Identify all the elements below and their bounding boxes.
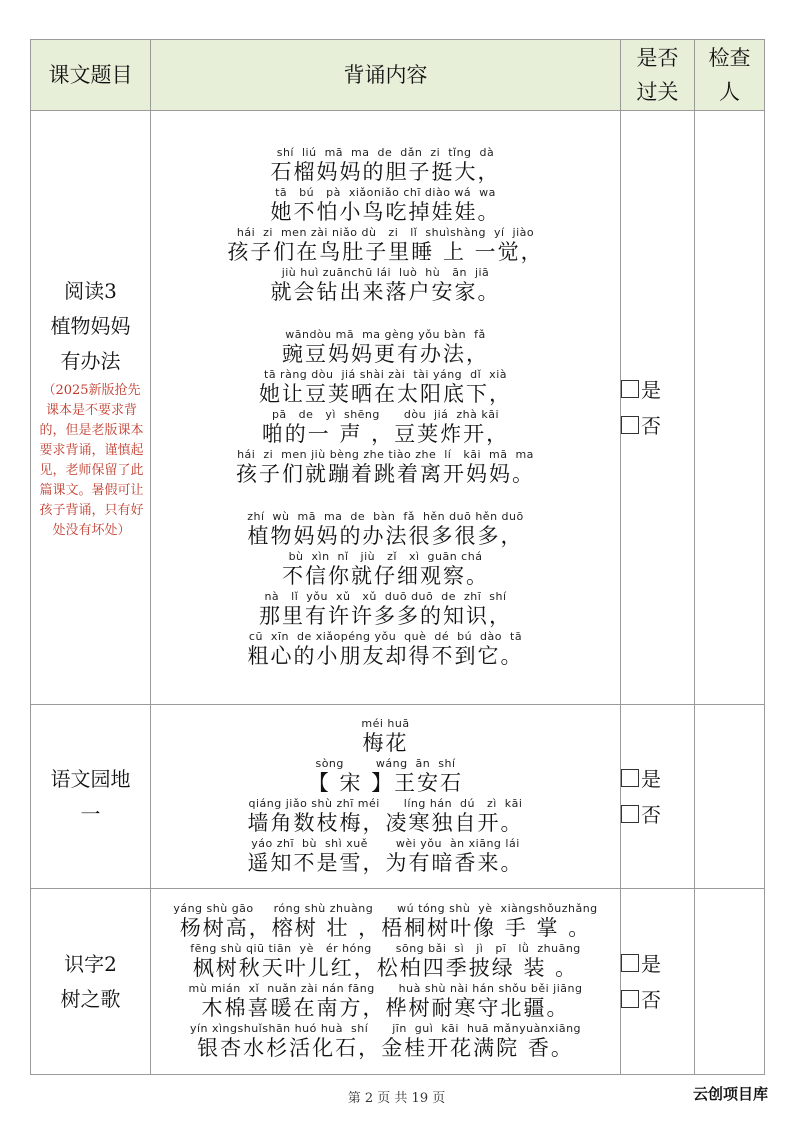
checkbox-icon[interactable] <box>621 769 639 787</box>
hanzi: 豌豆妈妈更有办法， <box>282 341 489 366</box>
pass-yes-option[interactable]: 是 <box>621 946 694 982</box>
verse-line <box>151 630 620 670</box>
verse-line <box>151 982 620 1022</box>
lesson-title <box>31 705 151 889</box>
hanzi: 她不怕小鸟吃掉娃娃。 <box>270 199 501 224</box>
verse-line <box>151 408 620 448</box>
lesson-row <box>31 111 765 705</box>
hanzi: 粗心的小朋友却得不到它。 <box>247 643 524 668</box>
checker-cell[interactable] <box>695 705 765 889</box>
lesson-title-line: 有办法 <box>60 349 121 373</box>
verse-line <box>151 717 620 757</box>
header-recite-content: 背诵内容 <box>151 40 621 111</box>
pinyin: jiù huì zuānchū lái luò hù ān jiā <box>281 265 490 279</box>
pass-no-option[interactable]: 否 <box>621 408 694 444</box>
lesson-note: （2025新版抢先课本是不要求背的，但是老版课本要求背诵，谨慎起见，老师保留了此篇课文。暑假可让孩子背诵，只有好处没有坏处） <box>39 383 144 538</box>
header-row <box>31 40 765 111</box>
pinyin: mù mián xǐ nuǎn zài nán fāng huà shù nài hán shǒu běi jiāng <box>188 981 583 995</box>
verse-line <box>151 942 620 982</box>
verse-line <box>151 266 620 306</box>
pinyin: bù xìn nǐ jiù zǐ xì guān chá <box>288 549 483 563</box>
recite-content <box>151 111 621 705</box>
brand-label: 云创项目库 <box>693 1085 769 1103</box>
hanzi: 梅花 <box>362 730 409 755</box>
verse-line <box>151 797 620 837</box>
pinyin: zhí wù mā ma de bàn fǎ hěn duō hěn duō <box>247 509 524 523</box>
pass-check-cell <box>621 111 695 705</box>
pass-yes-option[interactable]: 是 <box>621 372 694 408</box>
pinyin: fēng shù qiū tiān yè ér hóng sōng bǎi sì jì pī lǜ zhuāng <box>190 941 581 955</box>
pinyin: yáng shù gāo róng shù zhuàng wú tóng shù yè xiàngshǒuzhǎng <box>173 901 598 915</box>
verse-line <box>151 1022 620 1062</box>
hanzi: 【 宋 】王安石 <box>307 770 464 795</box>
lesson-row <box>31 889 765 1075</box>
pinyin: yáo zhī bù shì xuě wèi yǒu àn xiāng lái <box>251 836 520 850</box>
lesson-title-line: 植物妈妈 <box>50 314 131 338</box>
pinyin: tā bú pà xiǎoniǎo chī diào wá wa <box>275 185 496 199</box>
lesson-title <box>31 111 151 705</box>
pinyin: shí liú mā ma de dǎn zi tǐng dà <box>276 145 495 159</box>
hanzi: 枫树秋天叶儿红，松柏四季披绿 装 。 <box>192 955 579 980</box>
pinyin: sòng wáng ān shí <box>315 756 456 770</box>
header-passed: 是否 过关 <box>621 40 695 111</box>
verse-line <box>151 448 620 488</box>
hanzi: 墙角数枝梅，凌寒独自开。 <box>247 810 524 835</box>
pinyin: yín xìngshuǐshān huó huà shí jīn guì kāi huā mǎnyuànxiāng <box>189 1021 582 1035</box>
verse-line <box>151 902 620 942</box>
checkbox-icon[interactable] <box>621 954 639 972</box>
hanzi: 啪的一 声 ，豆荚炸开， <box>261 421 510 446</box>
lesson-title-line: 一 <box>80 801 101 826</box>
pinyin: hái zi men jiù bèng zhe tiào zhe lí kāi mā ma <box>237 447 534 461</box>
recite-content <box>151 705 621 889</box>
verse-line <box>151 368 620 408</box>
verse-line <box>151 590 620 630</box>
hanzi: 杨树高，榕树 壮 ，梧桐树叶像 手 掌 。 <box>179 915 592 940</box>
verse-line <box>151 837 620 877</box>
pinyin: qiáng jiǎo shù zhī méi líng hán dú zì kāi <box>248 796 523 810</box>
lesson-title-line: 识字2 <box>64 951 117 976</box>
pinyin: cū xīn de xiǎopéng yǒu què dé bú dào tā <box>248 629 523 643</box>
pass-yes-option[interactable]: 是 <box>621 761 694 797</box>
header-lesson-title: 课文题目 <box>31 40 151 111</box>
hanzi: 就会钻出来落户安家。 <box>270 279 501 304</box>
checkbox-icon[interactable] <box>621 990 639 1008</box>
lesson-title-line: 语文园地 <box>50 766 131 791</box>
hanzi: 银杏水杉活化石，金桂开花满院 香。 <box>197 1035 574 1060</box>
pinyin: hái zi men zài niǎo dù zi lǐ shuìshàng yí jiào <box>236 225 535 239</box>
checker-cell[interactable] <box>695 111 765 705</box>
verse-line <box>151 226 620 266</box>
hanzi: 石榴妈妈的胆子挺大， <box>270 159 501 184</box>
checkbox-icon[interactable] <box>621 380 639 398</box>
hanzi: 不信你就仔细观察。 <box>282 563 489 588</box>
hanzi: 遥知不是雪，为有暗香来。 <box>247 850 524 875</box>
verse-line <box>151 757 620 797</box>
recitation-table <box>30 39 765 1075</box>
hanzi: 孩子们在鸟肚子里睡 上 一觉， <box>227 239 544 264</box>
pinyin: pā de yì shēng dòu jiá zhà kāi <box>271 407 500 421</box>
pass-check-cell <box>621 705 695 889</box>
hanzi: 她让豆荚晒在太阳底下， <box>259 381 512 406</box>
hanzi: 木棉喜暖在南方，桦树耐寒守北疆。 <box>201 995 570 1020</box>
recite-content <box>151 889 621 1075</box>
pinyin: tā ràng dòu jiá shài zài tài yáng dǐ xià <box>264 367 507 381</box>
checkbox-icon[interactable] <box>621 805 639 823</box>
hanzi: 植物妈妈的办法很多很多， <box>247 523 524 548</box>
verse-line <box>151 510 620 550</box>
verse-line <box>151 186 620 226</box>
checker-cell[interactable] <box>695 889 765 1075</box>
hanzi: 那里有许许多多的知识， <box>259 603 512 628</box>
pass-no-option[interactable]: 否 <box>621 797 694 833</box>
verse-line <box>151 550 620 590</box>
lesson-title-line: 树之歌 <box>60 986 121 1011</box>
pass-no-option[interactable]: 否 <box>621 982 694 1018</box>
verse-line <box>151 146 620 186</box>
verse-line <box>151 328 620 368</box>
pass-check-cell <box>621 889 695 1075</box>
header-checker: 检查 人 <box>695 40 765 111</box>
pinyin: méi huā <box>361 716 410 730</box>
pinyin: wāndòu mā ma gèng yǒu bàn fǎ <box>285 327 486 341</box>
lesson-title-line: 阅读3 <box>64 279 117 303</box>
lesson-row <box>31 705 765 889</box>
pinyin: nà lǐ yǒu xǔ xǔ duō duō de zhī shí <box>264 589 507 603</box>
checkbox-icon[interactable] <box>621 416 639 434</box>
lesson-title <box>31 889 151 1075</box>
page-number: 第 2 页 共 19 页 <box>347 1091 446 1106</box>
hanzi: 孩子们就蹦着跳着离开妈妈。 <box>236 461 535 486</box>
